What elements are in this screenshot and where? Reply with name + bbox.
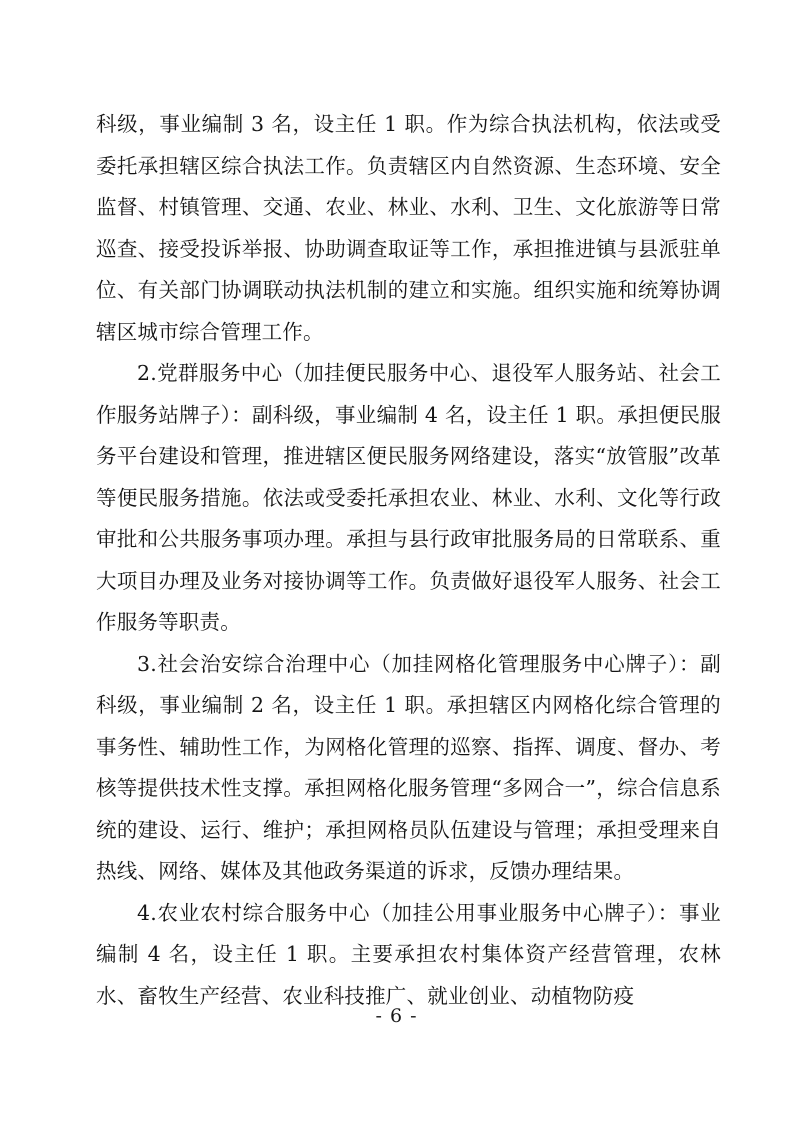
paragraph-item-4: 4.农业农村综合服务中心（加挂公用事业服务中心牌子）：事业编制 4 名，设主任 1 职。主要承担农村集体资产经营管理，农林水、畜牧生产经营、农业科技推广、就业创业、动植物防疫 — [96, 900, 721, 1008]
document-body — [96, 104, 721, 1017]
paragraph-continued: 科级，事业编制 3 名，设主任 1 职。作为综合执法机构，依法或受委托承担辖区综合执法工作。负责辖区内自然资源、生态环境、安全监督、村镇管理、交通、农业、林业、水利、卫生、文化旅游等日常巡查、接受投诉举报、协助调查取证等工作，承担推进镇与县派驻单位、有关部门协调联动执法机制的建立和实施。组织实施和统筹协调辖区城市综合管理工作。 — [96, 112, 721, 344]
page-number: - 6 - — [375, 1005, 418, 1027]
paragraph-item-2: 2.党群服务中心（加挂便民服务中心、退役军人服务站、社会工作服务站牌子）：副科级，事业编制 4 名，设主任 1 职。承担便民服务平台建设和管理，推进辖区便民服务网络建设，落实“放管服”改革等便民服务措施。依法或受委托承担农业、林业、水利、文化等行政审批和公共服务事项办理。承担与县行政审批服务局的日常联系、重大项目办理及业务对接协调等工作。负责做好退役军人服务、社会工作服务等职责。 — [96, 361, 721, 634]
paragraph-item-3: 3.社会治安综合治理中心（加挂网格化管理服务中心牌子）：副科级，事业编制 2 名，设主任 1 职。承担辖区内网格化综合管理的事务性、辅助性工作，为网格化管理的巡察、指挥、调度、督办、考核等提供技术性支撑。承担网格化服务管理“多网合一”，综合信息系统的建设、运行、维护；承担网格员队伍建设与管理；承担受理来自热线、网络、媒体及其他政务渠道的诉求，反馈办理结果。 — [96, 651, 721, 883]
